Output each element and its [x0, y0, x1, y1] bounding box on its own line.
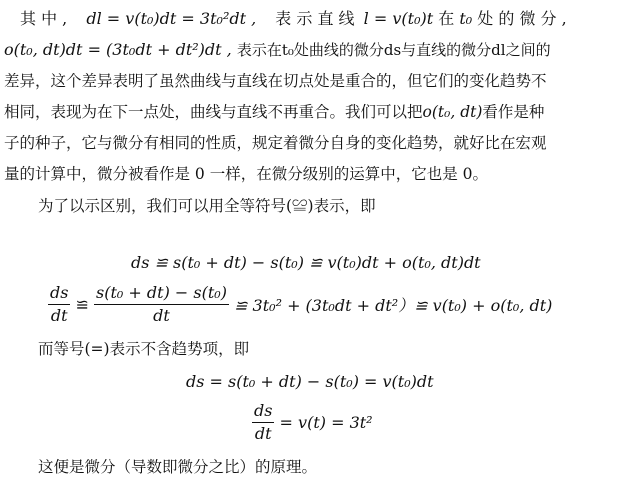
equation-1: ds ≌ s(t₀ + dt) − s(t₀) ≌ v(t₀)dt + o(t₀, dt)dt [131, 253, 481, 272]
para2-intro: 为了以示区别，我们可以用全等符号(≌)表示，即 [38, 197, 376, 215]
para1-line2: o(t₀, dt)dt = (3t₀dt + dt²)dt , 表示在t₀处曲线的微分ds与直线的微分dl之间的 [4, 40, 551, 59]
fraction-ds-dt: $\frac{ds}{dt}$ [50, 283, 69, 325]
para3-intro: 而等号(=)表示不含趋势项，即 [38, 340, 250, 358]
para3-outro: 这便是微分（导数即微分之比）的原理。 [38, 458, 318, 476]
fraction-ds-dt-2: $\frac{ds}{dt}$ [254, 401, 273, 443]
para1-line4: 相同，表现为在下一点处，曲线与直线不再重合。我们可以把o(t₀, dt)看作是种 [4, 103, 545, 121]
fraction-difference-quotient: $\frac{\text{s(t₀ + dt) − s(t₀)}}{dt}$ [96, 283, 227, 325]
equation-4: $\frac{ds}{dt}$ = v(t) = 3t² [254, 401, 373, 443]
eq-line: l = v(t₀)t [363, 9, 434, 28]
equation-3: ds = s(t₀ + dt) − s(t₀) = v(t₀)dt [186, 372, 434, 391]
equation-2: $\frac{ds}{dt}$ ≌ $\frac{\text{s(t₀ + dt) − s(t₀)}}{dt}$ ≌ 3t₀² + (3t₀dt + dt²）≌ v(t₀) + o(t₀, dt) [50, 283, 553, 325]
eq-dl: dl = v(t₀)dt = 3t₀²dt , [86, 9, 257, 28]
para1-line6: 量的计算中，微分被看作是 0 一样，在微分级别的运算中，它也是 0。 [4, 165, 489, 183]
eq-o: o(t₀, dt)dt = (3t₀dt + dt²)dt , [4, 40, 232, 59]
para1-line3: 差异，这个差异表明了虽然曲线与直线在切点处是重合的，但它们的变化趋势不 [4, 72, 547, 90]
para1-line5: 子的种子，它与微分有相同的性质，规定着微分自身的变化趋势，就好比在宏观 [4, 134, 547, 152]
para1-line1: 其 中 , dl = v(t₀)dt = 3t₀²dt , 表 示 直 线 l = v(t₀)t 在 t₀ 处 的 微 分 , [20, 9, 567, 28]
